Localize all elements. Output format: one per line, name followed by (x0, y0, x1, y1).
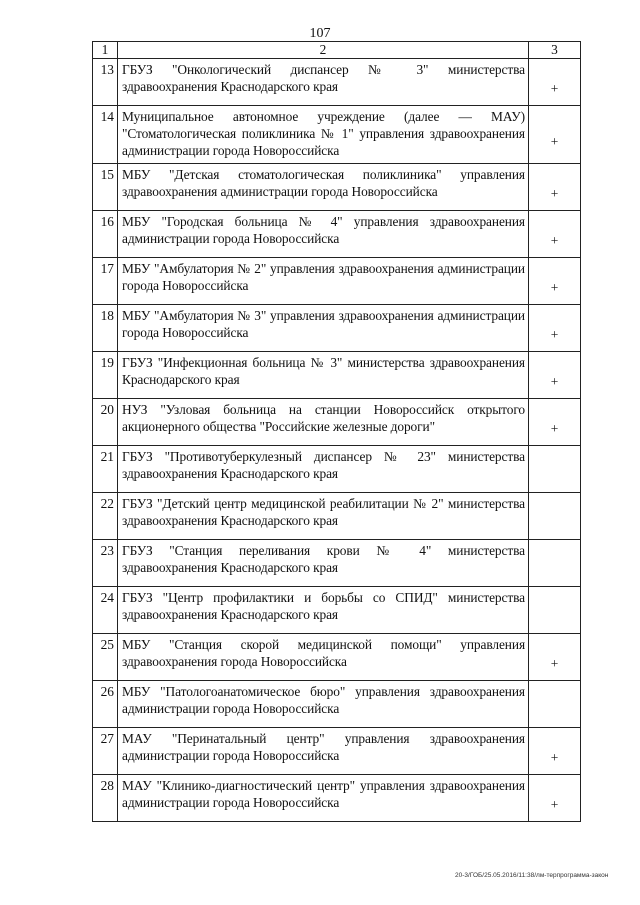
table-header-row (93, 42, 581, 59)
inclusion-mark: + (529, 258, 581, 305)
table-row (93, 399, 581, 446)
inclusion-mark: + (529, 352, 581, 399)
institution-name: ГБУЗ "Противотуберкулезный диспансер № 23" министерства здравоохранения Краснодарского края (118, 446, 529, 493)
institution-name: МБУ "Амбулатория № 3" управления здравоохранения администрации города Новороссийска (118, 305, 529, 352)
inclusion-mark: + (529, 164, 581, 211)
table-row (93, 681, 581, 728)
row-number: 14 (93, 106, 118, 164)
inclusion-mark: + (529, 399, 581, 446)
row-number: 24 (93, 587, 118, 634)
row-number: 26 (93, 681, 118, 728)
institution-name: НУЗ "Узловая больница на станции Новороссийск открытого акционерного общества "Российские железные дороги" (118, 399, 529, 446)
table-row (93, 305, 581, 352)
row-number: 21 (93, 446, 118, 493)
institution-name: Муниципальное автономное учреждение (далее — МАУ) "Стоматологическая поликлиника № 1" управления здравоохранения администрации города Новороссийска (118, 106, 529, 164)
table-row (93, 446, 581, 493)
inclusion-mark: + (529, 106, 581, 164)
institution-name: МБУ "Амбулатория № 2" управления здравоохранения администрации города Новороссийска (118, 258, 529, 305)
table-row (93, 540, 581, 587)
institution-name: ГБУЗ "Станция переливания крови № 4" министерства здравоохранения Краснодарского края (118, 540, 529, 587)
inclusion-mark (529, 493, 581, 540)
page-number: 107 (309, 26, 331, 41)
row-number: 28 (93, 775, 118, 822)
institution-name: МБУ "Патологоанатомическое бюро" управления здравоохранения администрации города Новороссийска (118, 681, 529, 728)
table-row (93, 728, 581, 775)
header-col-mark: 3 (529, 42, 581, 59)
institution-name: МАУ "Клинико-диагностический центр" управления здравоохранения администрации города Новороссийска (118, 775, 529, 822)
row-number: 19 (93, 352, 118, 399)
table-row (93, 258, 581, 305)
institution-name: МБУ "Городская больница № 4" управления здравоохранения администрации города Новороссийска (118, 211, 529, 258)
inclusion-mark: + (529, 775, 581, 822)
inclusion-mark: + (529, 305, 581, 352)
inclusion-mark: + (529, 634, 581, 681)
inclusion-mark (529, 540, 581, 587)
header-col-number: 1 (93, 42, 118, 59)
institution-name: ГБУЗ "Детский центр медицинской реабилитации № 2" министерства здравоохранения Краснодарского края (118, 493, 529, 540)
table-row (93, 775, 581, 822)
table-row (93, 493, 581, 540)
institutions-table (92, 41, 581, 822)
row-number: 27 (93, 728, 118, 775)
row-number: 25 (93, 634, 118, 681)
institution-name: ГБУЗ "Инфекционная больница № 3" министерства здравоохранения Краснодарского края (118, 352, 529, 399)
table-row (93, 106, 581, 164)
table-row (93, 352, 581, 399)
table-row (93, 59, 581, 106)
row-number: 23 (93, 540, 118, 587)
row-number: 18 (93, 305, 118, 352)
row-number: 20 (93, 399, 118, 446)
table-row (93, 587, 581, 634)
row-number: 22 (93, 493, 118, 540)
institution-name: ГБУЗ "Онкологический диспансер № 3" министерства здравоохранения Краснодарского края (118, 59, 529, 106)
row-number: 16 (93, 211, 118, 258)
inclusion-mark: + (529, 211, 581, 258)
inclusion-mark: + (529, 59, 581, 106)
row-number: 17 (93, 258, 118, 305)
row-number: 13 (93, 59, 118, 106)
table-row (93, 211, 581, 258)
inclusion-mark (529, 446, 581, 493)
row-number: 15 (93, 164, 118, 211)
table-row (93, 634, 581, 681)
inclusion-mark (529, 681, 581, 728)
institution-name: МБУ "Детская стоматологическая поликлиника" управления здравоохранения администрации города Новороссийска (118, 164, 529, 211)
institution-name: МБУ "Станция скорой медицинской помощи" управления здравоохранения города Новороссийска (118, 634, 529, 681)
institution-name: ГБУЗ "Центр профилактики и борьбы со СПИД" министерства здравоохранения Краснодарского края (118, 587, 529, 634)
inclusion-mark (529, 587, 581, 634)
header-col-name: 2 (118, 42, 529, 59)
institution-name: МАУ "Перинатальный центр" управления здравоохранения администрации города Новороссийска (118, 728, 529, 775)
footer-stamp: 20-3/ГОБ/25.05.2016/11:38/лм-терпрограмма-закон (455, 872, 609, 879)
table-row (93, 164, 581, 211)
inclusion-mark: + (529, 728, 581, 775)
